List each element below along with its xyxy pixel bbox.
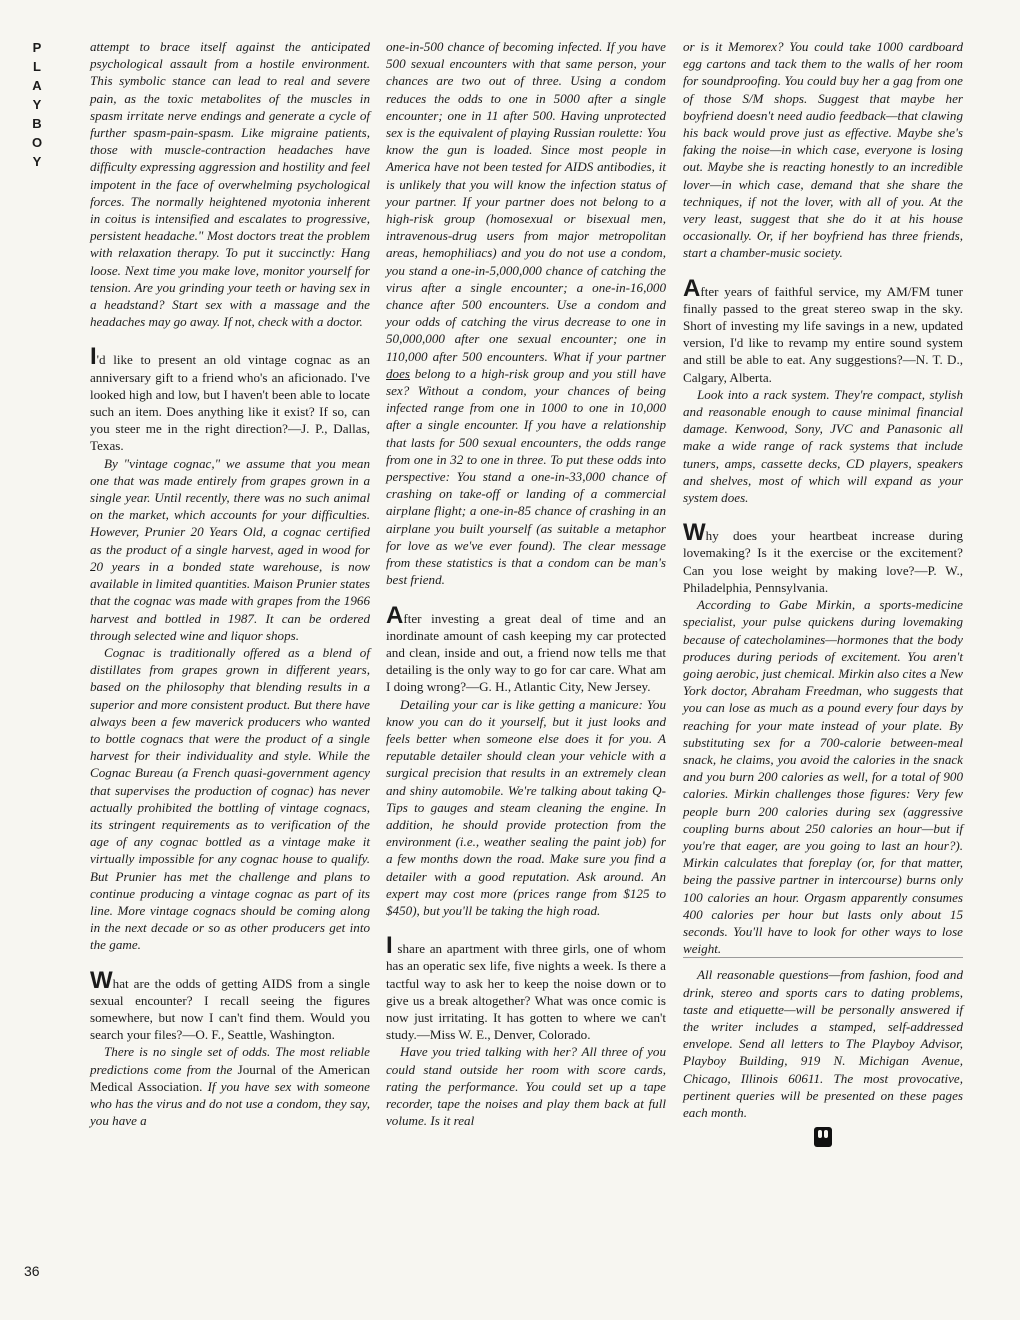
column-1 xyxy=(90,38,370,1129)
answer-paragraph xyxy=(386,38,666,589)
question-heartbeat xyxy=(683,519,963,596)
question-text: hat are the odds of getting AIDS from a single sexual encounter? I recall seeing the figures somewhere, but now I can't find them. Would you search your files?—O. F., Seattle, Washington. xyxy=(90,975,370,1043)
column-3 xyxy=(683,38,963,1147)
brand-letter: Y xyxy=(32,97,42,112)
drop-cap: A xyxy=(683,274,701,302)
question-text: fter years of faithful service, my AM/FM tuner finally passed to the great stereo swap in the sky. Short of investing my life savings in a new, updated version, I'd like to revamp my entire sound system and still be able to eat. Any suggestions?—N. T. D., Calgary, Alberta. xyxy=(683,283,963,385)
answer-text: belong to a high-risk group and you still have sex? Without a condom, your chances of being infected range from one in 1000 to one in 10,000 after a single encounter. If you have a relationship that lasts for 500 sexual encounters, the odds range from one in 32 to one in three. To put these odds into perspective: You stand a one-in-33,000 chance of crashing on take-off or landing of a commercial airplane flight; a one-in-85 chance of crashing in an airplane you built yourself (as suitable a metaphor for love as we've ever found). The clear message from these statistics is that a condom can be man's best friend. xyxy=(386,365,666,588)
page-number: 36 xyxy=(24,1263,40,1279)
answer-text: There is no single set of odds. The most reliable predictions come from the xyxy=(90,1044,370,1077)
journal-name: Journal of the American Medical Association. xyxy=(90,1061,370,1094)
answer-text: one-in-500 chance of becoming infected. If you have 500 sexual encounters with that same person, your chances are two out of three. Using a condom reduces the odds to one in 5000 after a single encounter; one in 11 after 500. Having unprotected sex is the equivalent of playing Russian roulette: You know the gun is loaded. Since most people in America have not been tested for AIDS antibodies, it is unlikely that you will know the infection status of your partner. If your partner does not belong to a high-risk group (homosexual or bisexual men, intravenous-drug users from major metropolitan areas, hemophiliacs) and you do not use a condom, you stand a one-in-5,000,000 chance of catching the virus after a single encounter; a one-in-16,000 chance after 500 encounters. Use a condom and your odds of catching the virus decrease to one in 50,000,000 after one sexual encounter; one in 110,000 after 500 encounters. What if your partner xyxy=(386,39,666,364)
answer-paragraph: Detailing your car is like getting a manicure: You know you can do it yourself, but it just looks and feels better when someone else does it for you. A reputable detailer should clean your vehicle with a surgical precision that results in an extremely clean and shiny automobile. We're talking about taking Q-Tips to gauges and steam cleaning the engine. In addition, he should provide protection from the environment (i.e., weather sealing the paint job) for a few months down the road. Make sure you find a detailer with a good reputation. Ask around. An expert may cost more (prices range from $125 to $450), but you'll be taking the high road. xyxy=(386,696,666,918)
brand-letter: O xyxy=(31,135,43,150)
question-text: fter investing a great deal of time and an inordinate amount of cash keeping my car protected and clean, inside and out, a friend now tells me that detailing is the only way to go for car care. What am I doing wrong?—G. H., Atlantic City, New Jersey. xyxy=(386,610,666,695)
answer-paragraph: According to Gabe Mirkin, a sports-medicine specialist, your pulse quickens during lovemaking because of catecholamines—hormones that the body produces during periods of excitement. You aren't going aerobic, just chemical. Mirkin also cites a New York doctor, Abraham Freedman, who suggests that you can lose as much as a pound every four days by reaching for your mate instead of your plate. By substituting sex for a 700-calorie between-meal snack, he claims, you avoid the calories in the snack and you burn 200 calories as well, for a total of 900 calories. Mirkin challenges those figures: Very few people burn 200 calories during sex (aggressive coupling burns about 250 calories an hour—but if you're that eager, are you going to last an hour?). Mirkin calculates that foreplay (or, for that matter, being the passive partner in intercourse) burns only 100 calories an hour. Orgasm apparently consumes 400 calories per hour but lasts only about 15 seconds. You'll have to look for other ways to lose weight. xyxy=(683,597,963,957)
answer-paragraph: Cognac is traditionally offered as a blend of distillates from grapes grown in different years, based on the philosophy that blending results in a superior and more consistent product. But there have always been a few maverick producers who wanted to bottle cognacs that were the product of a single harvest for their individuality and style. While the Cognac Bureau (a French quasi-government agency that supervises the production of cognac) has never actually prohibited the bottling of vintage cognacs, its stringent requirements as to verification of the age of any cognac bottled as a vintage make it virtually impossible for any cognac house to qualify. But Prunier has met the challenge and plans to continue producing a vintage cognac as part of its line. More vintage cognacs should be coming along in the next decade or so as other producers get into the game. xyxy=(90,644,370,953)
answer-paragraph: Look into a rack system. They're compact, stylish and reasonable enough to cause minimal financial damage. Kenwood, Sony, JVC and Panasonic all make a wide range of rack systems that include tuners, amps, cassette decks, CD players, speakers and shelves, most of which will expand as your system does. xyxy=(683,386,963,506)
emphasis-text: does xyxy=(386,365,411,381)
answer-text: If you have sex with someone who has the virus and do not use a condom, they say, you have a xyxy=(90,1078,370,1129)
drop-cap: I xyxy=(90,343,97,371)
magazine-side-brand xyxy=(26,38,48,171)
answer-paragraph: attempt to brace itself against the anticipated psychological assault from a hostile environment. This symbolic stance can lead to real and severe pain, as the toxic metabolites of the muscles in spasm irritate nerve endings and generate a cycle of further spasm-pain-spasm. Like migraine patients, those with muscle-contraction headaches have difficulty expressing aggression and hostility and feel impotent in the face of overwhelming psychological forces. The normally heightened myotonia inherent in coitus is intensified and escalates to progressive, persistent headache." Most doctors treat the problem with relaxation therapy. To put it succinctly: Hang loose. Next time you make love, monitor yourself for tension. Are you grinding your teeth or having sex in a headstand? Start sex with a massage and the headaches may go away. If not, check with a doctor. xyxy=(90,39,370,330)
question-roommate xyxy=(386,932,666,1043)
closing-note: All reasonable questions—from fashion, food and drink, stereo and sports cars to dating problems, taste and etiquette—will be personally answered if the writer includes a stamped, self-addressed envelope. Send all letters to The Playboy Advisor, Playboy Building, 919 N. Michigan Avenue, Chicago, Illinois 60611. The most provocative, pertinent queries will be presented on these pages each month. xyxy=(683,957,963,1121)
answer-paragraph xyxy=(90,1043,370,1129)
question-text: 'd like to present an old vintage cognac as an anniversary gift to a friend who's an aficionado. I've looked high and low, but I haven't been able to locate such an item. Does anything like it exist? If so, can you steer me in the right direction?—J. P., Dallas, Texas. xyxy=(90,352,370,454)
drop-cap: W xyxy=(683,519,706,547)
drop-cap: I xyxy=(386,932,393,960)
question-cognac xyxy=(90,343,370,454)
rabbit-head-end-mark-icon xyxy=(814,1127,832,1147)
brand-letter: B xyxy=(32,116,42,131)
question-text: hy does your heartbeat increase during lovemaking? Is it the exercise or the excitement? Can you lose weight by making love?—P. W., Philadelphia, Pennsylvania. xyxy=(683,528,963,595)
answer-paragraph: or is it Memorex? You could take 1000 cardboard egg cartons and tack them to the walls of her room for soundproofing. You could buy her a gag from one of those S/M shops. Suggest that maybe her boyfriend doesn't need audio feedback—that clawing his back would prove just as effective. Maybe she's faking the noise—in which case, everyone is losing out. Maybe she is reacting honestly to an incredible lover—in which case, demand that she share the techniques, if not the lover, with all of you. At the very least, suggest that she do it at his house occasionally. Or, if her boyfriend has three friends, start a chamber-music society. xyxy=(683,39,963,261)
question-aids xyxy=(90,966,370,1044)
drop-cap: A xyxy=(386,601,404,629)
brand-letter: P xyxy=(32,40,42,55)
question-tuner xyxy=(683,274,963,386)
answer-paragraph: Have you tried talking with her? All three of you could stand outside her room with score cards, rating the performance. You could set up a tape recorder, tape the noises and play them back at full volume. Is it real xyxy=(386,1044,666,1129)
column-2 xyxy=(386,38,666,1129)
answer-paragraph: By "vintage cognac," we assume that you mean one that was made entirely from grapes grown in a single year. Until recently, there was no such animal on the market, which accounts for your difficulties. However, Prunier 20 Years Old, a cognac certified as the product of a single harvest, aged in wood for 20 years in a bonded state warehouse, is now available in limited quantities. Maison Prunier states that the cognac was made with grapes from the 1966 harvest and bottled in 1987. It can be ordered through selected wine and liquor shops. xyxy=(90,455,370,643)
brand-letter: A xyxy=(32,78,42,93)
question-text: share an apartment with three girls, one of whom has an operatic sex life, five nights a week. Is there a tactful way to ask her to keep the noise down or to give us a break altogether? What was once comic is now just irritating. It has gotten to where we can't study.—Miss W. E., Denver, Colorado. xyxy=(386,941,666,1043)
brand-letter: L xyxy=(33,59,41,74)
drop-cap: W xyxy=(90,966,113,994)
brand-letter: Y xyxy=(32,154,42,169)
question-detailing xyxy=(386,601,666,696)
